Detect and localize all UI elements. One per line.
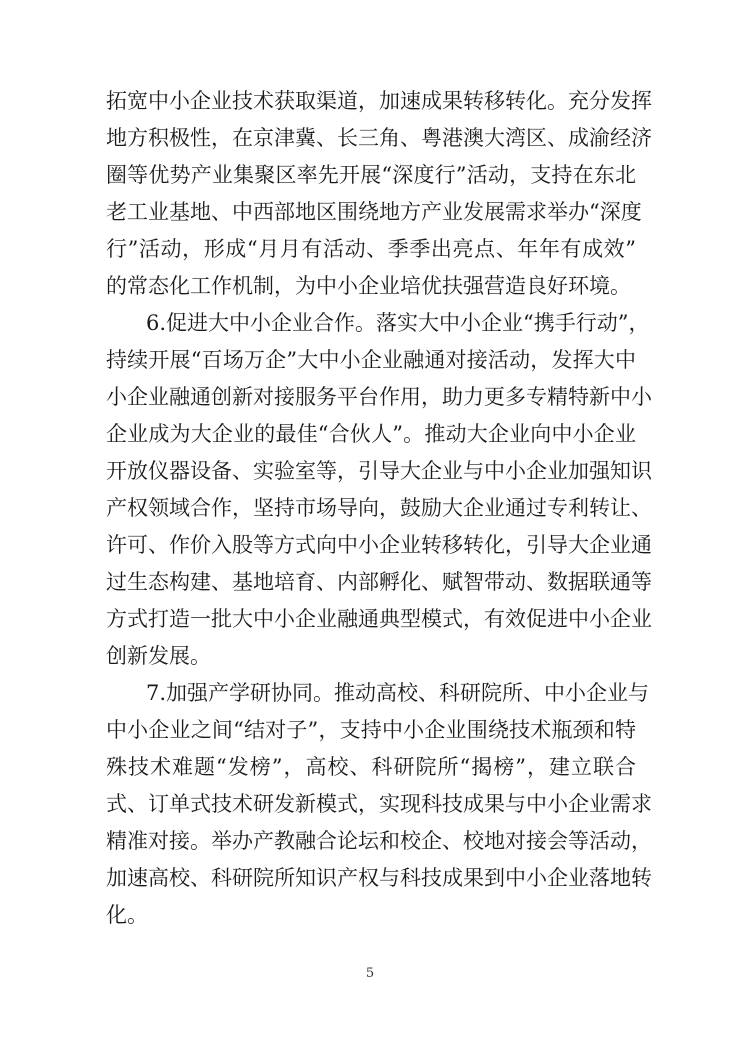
text-line: 6.促进大中小企业合作。落实大中小企业“携手行动”，: [146, 311, 650, 335]
text-line: 小企业融通创新对接服务平台作用，助力更多专精特新中小: [106, 385, 652, 409]
text-line: 方式打造一批大中小企业融通典型模式，有效促进中小企业: [106, 607, 652, 631]
text-line: 创新发展。: [106, 644, 211, 668]
page-number: 5: [365, 966, 375, 981]
text-line: 开放仪器设备、实验室等，引导大企业与中小企业加强知识: [106, 459, 652, 483]
text-line: 老工业基地、中西部地区围绕地方产业发展需求举办“深度: [106, 200, 642, 224]
text-line: 殊技术难题“发榜”，高校、科研院所“揭榜”，建立联合: [106, 755, 636, 779]
text-line: 过生态构建、基地培育、内部孵化、赋智带动、数据联通等: [106, 570, 652, 594]
text-line: 持续开展“百场万企”大中小企业融通对接活动，发挥大中: [106, 348, 636, 372]
text-line: 拓宽中小企业技术获取渠道，加速成果转移转化。充分发挥: [106, 89, 652, 113]
text-line: 圈等优势产业集聚区率先开展“深度行”活动，支持在东北: [106, 163, 636, 187]
text-line: 企业成为大企业的最佳“合伙人”。推动大企业向中小企业: [106, 422, 636, 446]
text-line: 7.加强产学研协同。推动高校、科研院所、中小企业与: [146, 681, 650, 705]
text-line: 许可、作价入股等方式向中小企业转移转化，引导大企业通: [106, 533, 652, 557]
text-line: 行”活动，形成“月月有活动、季季出亮点、年年有成效”: [106, 237, 636, 261]
text-line: 产权领域合作，坚持市场导向，鼓励大企业通过专利转让、: [106, 496, 652, 520]
text-line: 中小企业之间“结对子”，支持中小企业围绕技术瓶颈和特: [106, 718, 636, 742]
text-line: 式、订单式技术研发新模式，实现科技成果与中小企业需求: [106, 792, 652, 816]
text-line: 精准对接。举办产教融合论坛和校企、校地对接会等活动，: [106, 829, 652, 853]
text-line: 加速高校、科研院所知识产权与科技成果到中小企业落地转: [106, 866, 652, 890]
text-line: 的常态化工作机制，为中小企业培优扶强营造良好环境。: [106, 274, 631, 298]
text-line: 化。: [106, 903, 148, 927]
text-line: 地方积极性，在京津冀、长三角、粤港澳大湾区、成渝经济: [106, 126, 652, 150]
